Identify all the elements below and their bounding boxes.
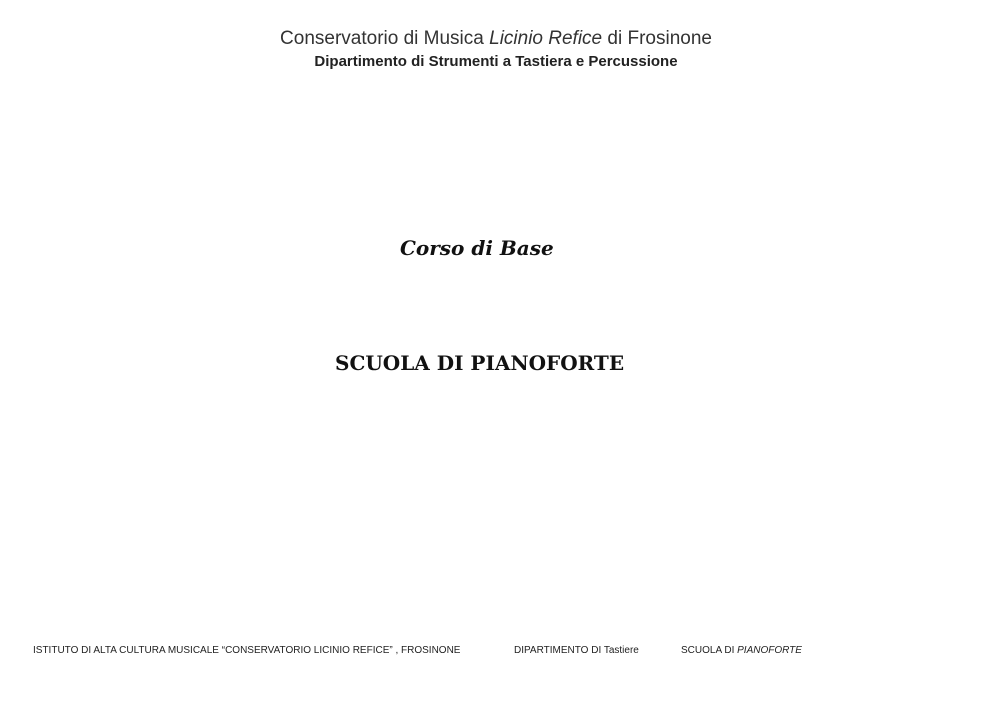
header-conservatory-title <box>0 28 992 50</box>
school-title: SCUOLA DI PIANOFORTE <box>335 351 625 375</box>
footer-school <box>681 645 802 656</box>
footer-institute: ISTITUTO DI ALTA CULTURA MUSICALE “CONSERVATORIO LICINIO REFICE” , FROSINONE <box>33 645 461 656</box>
footer-department: DIPARTIMENTO DI Tastiere <box>514 645 639 656</box>
footer-school-name: PIANOFORTE <box>737 645 802 656</box>
header-title-name: Licinio Refice <box>489 28 603 49</box>
header-title-suffix: di Frosinone <box>602 28 712 49</box>
header-title-prefix: Conservatorio di Musica <box>280 28 490 49</box>
header-department: Dipartimento di Strumenti a Tastiera e Percussione <box>314 53 678 70</box>
course-title: Corso di Base <box>400 236 554 260</box>
footer-school-prefix: SCUOLA DI <box>681 645 738 656</box>
